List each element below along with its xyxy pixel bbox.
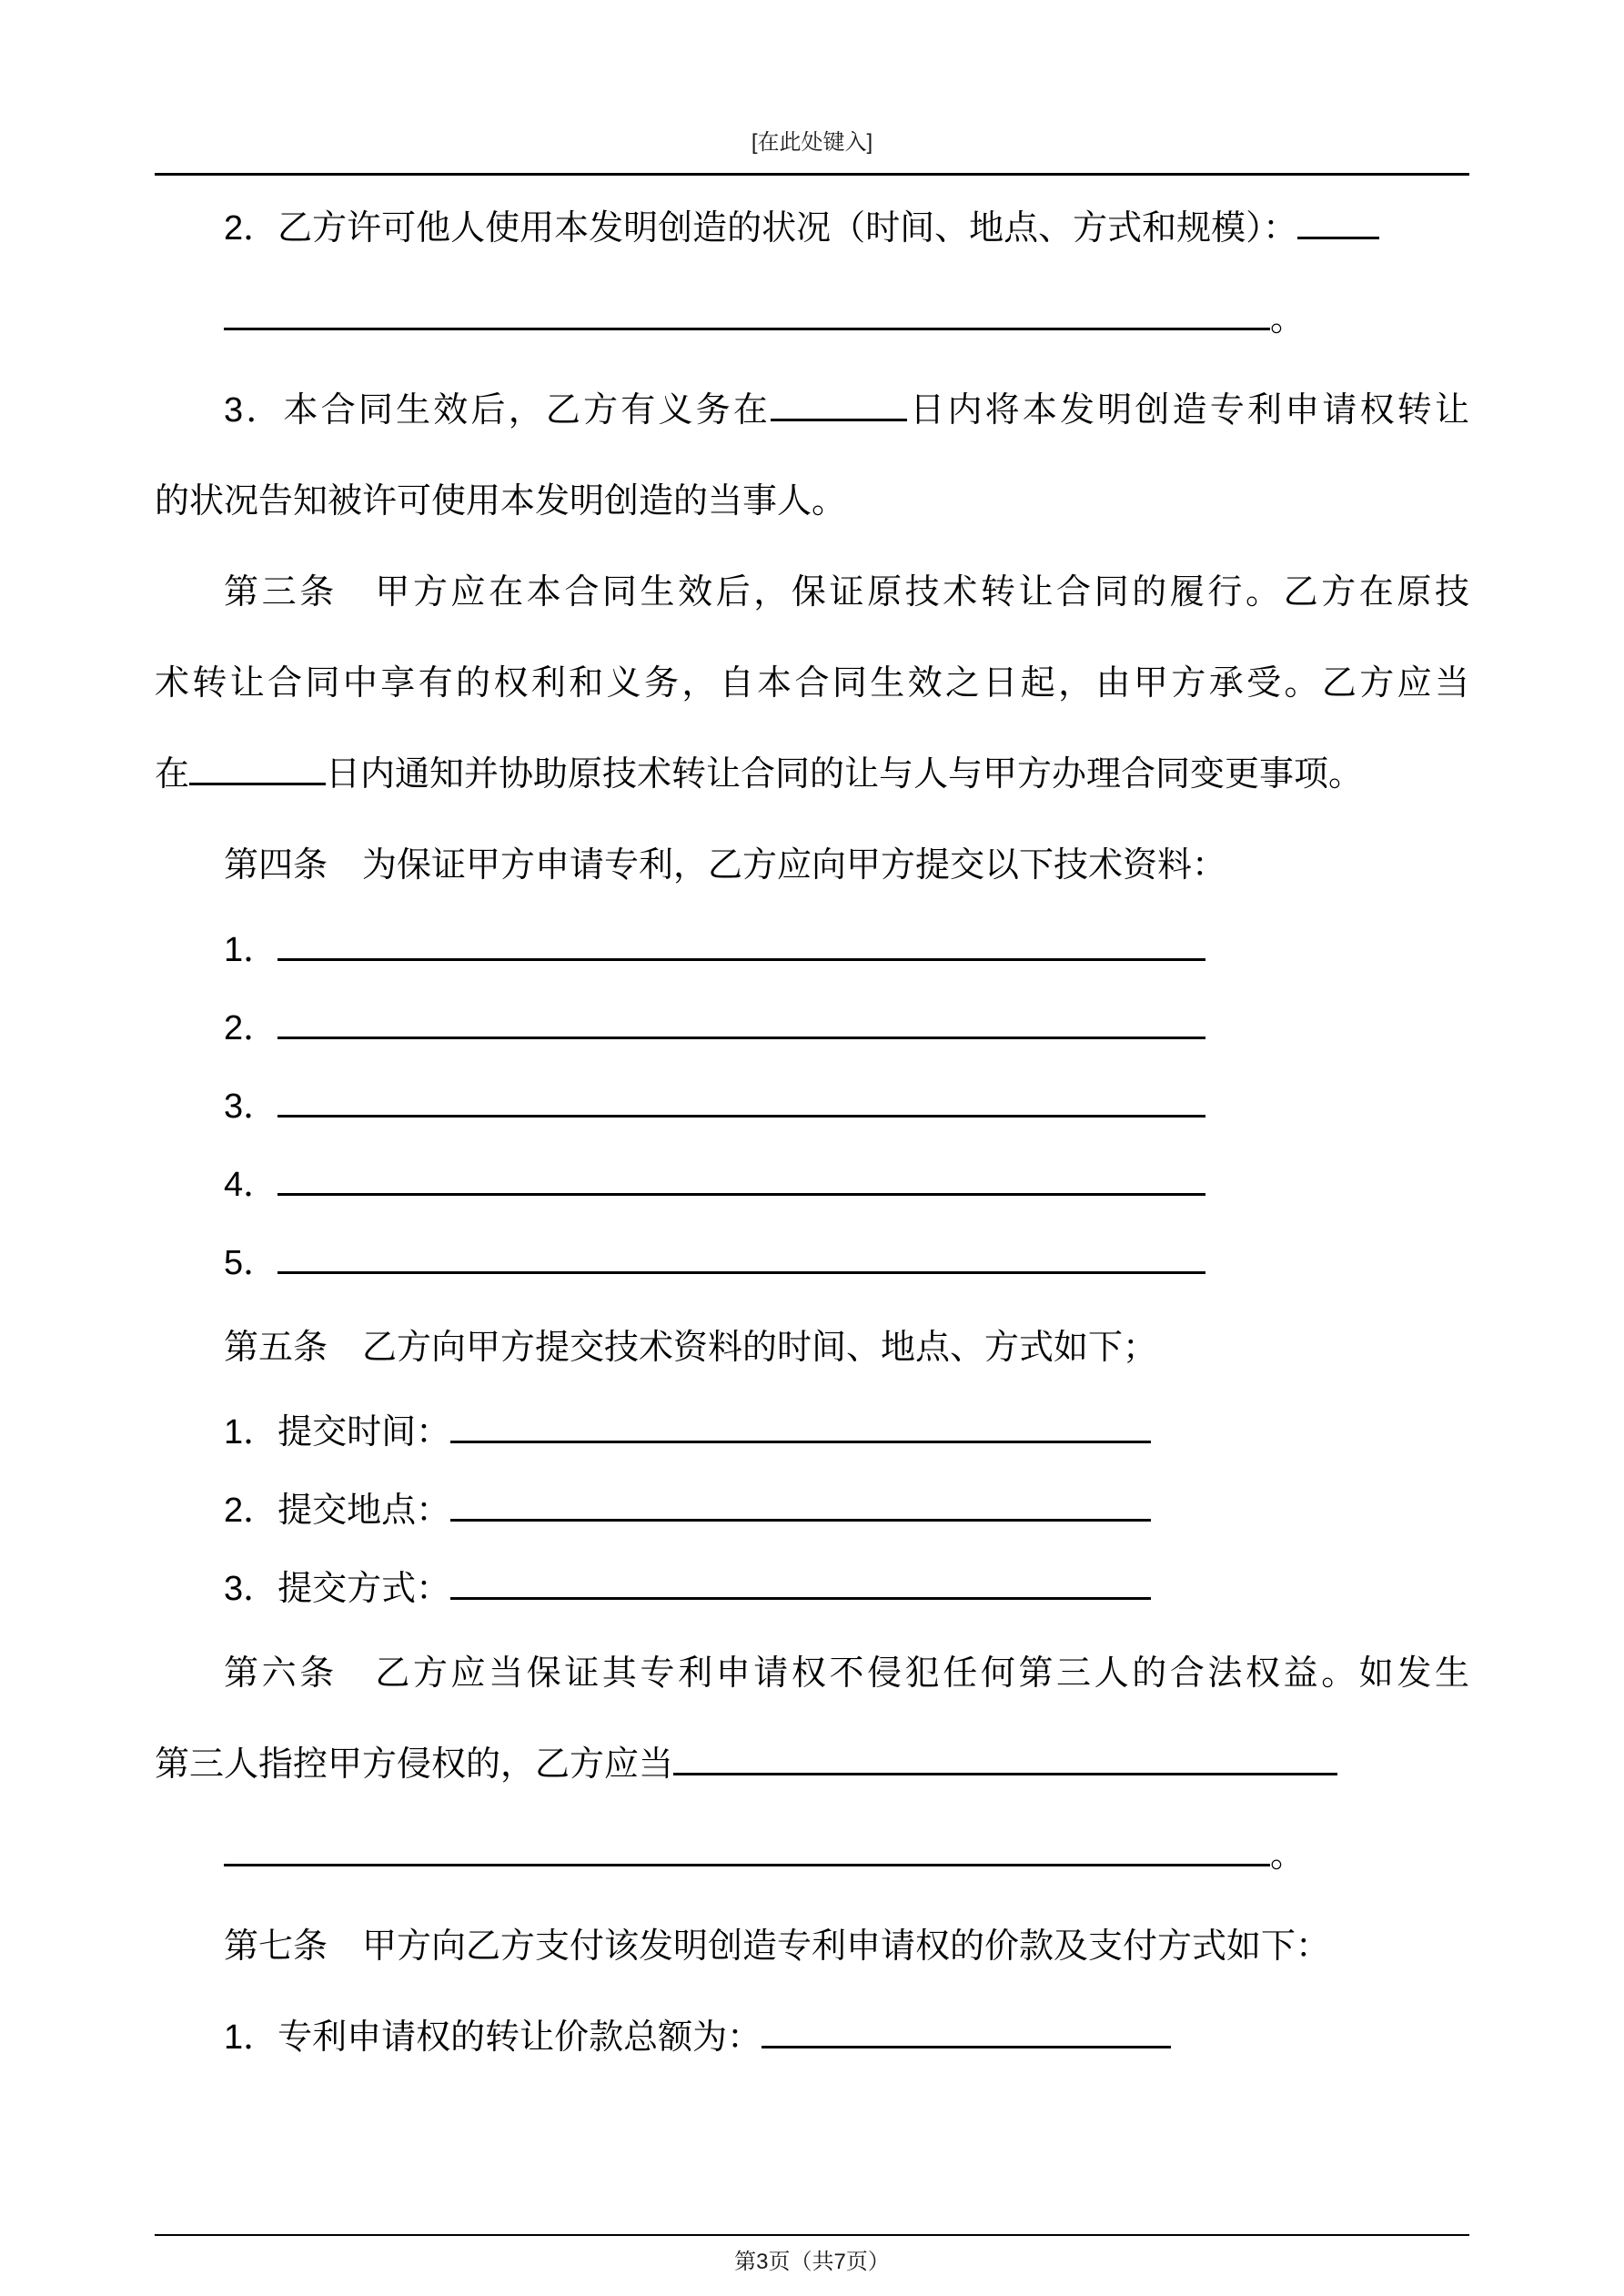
fill-in-blank xyxy=(1297,207,1379,239)
fill-in-blank xyxy=(450,1411,1151,1443)
para-price-total-label: 1．专利申请权的转让价款总额为： xyxy=(224,2018,762,2057)
fill-in-blank xyxy=(277,1241,1205,1274)
period-text: 。 xyxy=(1270,300,1306,339)
fill-in-blank xyxy=(450,1567,1151,1600)
para-article7-heading: 第七条 甲方向乙方支付该发明创造专利申请权的价款及支付方式如下： xyxy=(224,1927,1331,1966)
para-license-status xyxy=(155,183,1469,274)
fill-in-blank xyxy=(673,1743,1337,1775)
page-number-text: 第3页（共7页） xyxy=(734,2250,890,2274)
submission-item-place xyxy=(155,1472,1469,1550)
submission-item-method xyxy=(155,1550,1469,1628)
para-notify-obligation-line2: 的状况告知被许可使用本发明创造的当事人。 xyxy=(155,482,847,521)
material-item-3 xyxy=(155,1067,1469,1146)
material-item-label: 1． xyxy=(224,931,278,969)
fill-in-blank xyxy=(762,2016,1171,2048)
para-article3-line2: 术转让合同中享有的权利和义务，自本合同生效之日起，由甲方承受。乙方应当 xyxy=(155,664,1469,703)
header-placeholder-text: [在此处键入] xyxy=(751,130,873,155)
para-license-status-continuation xyxy=(155,274,1469,365)
fill-in-blank xyxy=(277,1006,1205,1039)
fill-in-blank xyxy=(224,298,1270,330)
material-item-label: 4． xyxy=(224,1166,278,1204)
para-price-total xyxy=(155,1992,1469,2083)
material-item-label: 2． xyxy=(224,1009,278,1047)
fill-in-blank xyxy=(277,1163,1205,1196)
para-license-status-text: 2．乙方许可他人使用本发明创造的状况（时间、地点、方式和规模）： xyxy=(224,209,1298,248)
para-notify-post-text: 日内将本发明创造专利申请权转让 xyxy=(907,391,1469,430)
fill-in-blank xyxy=(277,1085,1205,1118)
para-article3-line3-pre-text: 在 xyxy=(155,755,190,794)
para-article3-line1: 第三条 甲方应在本合同生效后，保证原技术转让合同的履行。乙方在原技 xyxy=(224,573,1469,612)
para-article6-line2 xyxy=(155,1719,1469,1810)
para-article4-heading: 第四条 为保证甲方申请专利，乙方应向甲方提交以下技术资料： xyxy=(224,846,1227,885)
para-notify-pre-text: 3．本合同生效后，乙方有义务在 xyxy=(224,391,772,430)
para-article3-line3-post-text: 日内通知并协助原技术转让合同的让与人与甲方办理合同变更事项。 xyxy=(326,755,1364,794)
material-item-2 xyxy=(155,989,1469,1067)
document-body xyxy=(155,176,1469,2083)
submission-item-label: 3．提交方式： xyxy=(224,1570,451,1608)
submission-item-label: 2．提交地点： xyxy=(224,1492,451,1530)
material-item-label: 5． xyxy=(224,1244,278,1282)
fill-in-blank xyxy=(277,928,1205,961)
material-item-5 xyxy=(155,1224,1469,1302)
submission-item-label: 1．提交时间： xyxy=(224,1413,451,1451)
period-text: 。 xyxy=(1270,1836,1306,1875)
fill-in-blank xyxy=(224,1834,1270,1866)
material-item-label: 3． xyxy=(224,1087,278,1126)
para-article6-line2-text: 第三人指控甲方侵权的，乙方应当 xyxy=(155,1745,674,1784)
material-item-1 xyxy=(155,911,1469,989)
fill-in-blank xyxy=(450,1489,1151,1522)
para-article6-line1: 第六条 乙方应当保证其专利申请权不侵犯任何第三人的合法权益。如发生 xyxy=(224,1654,1469,1693)
submission-item-time xyxy=(155,1393,1469,1472)
material-item-4 xyxy=(155,1146,1469,1224)
document-header xyxy=(155,0,1469,176)
para-notify-obligation-line1 xyxy=(155,365,1469,456)
document-footer xyxy=(155,2234,1469,2276)
para-article5-heading: 第五条 乙方向甲方提交技术资料的时间、地点、方式如下； xyxy=(224,1329,1158,1367)
para-article3-line3 xyxy=(155,729,1469,820)
para-article6-continuation xyxy=(155,1810,1469,1901)
fill-in-blank-days xyxy=(189,753,326,785)
fill-in-blank-days xyxy=(771,389,907,421)
